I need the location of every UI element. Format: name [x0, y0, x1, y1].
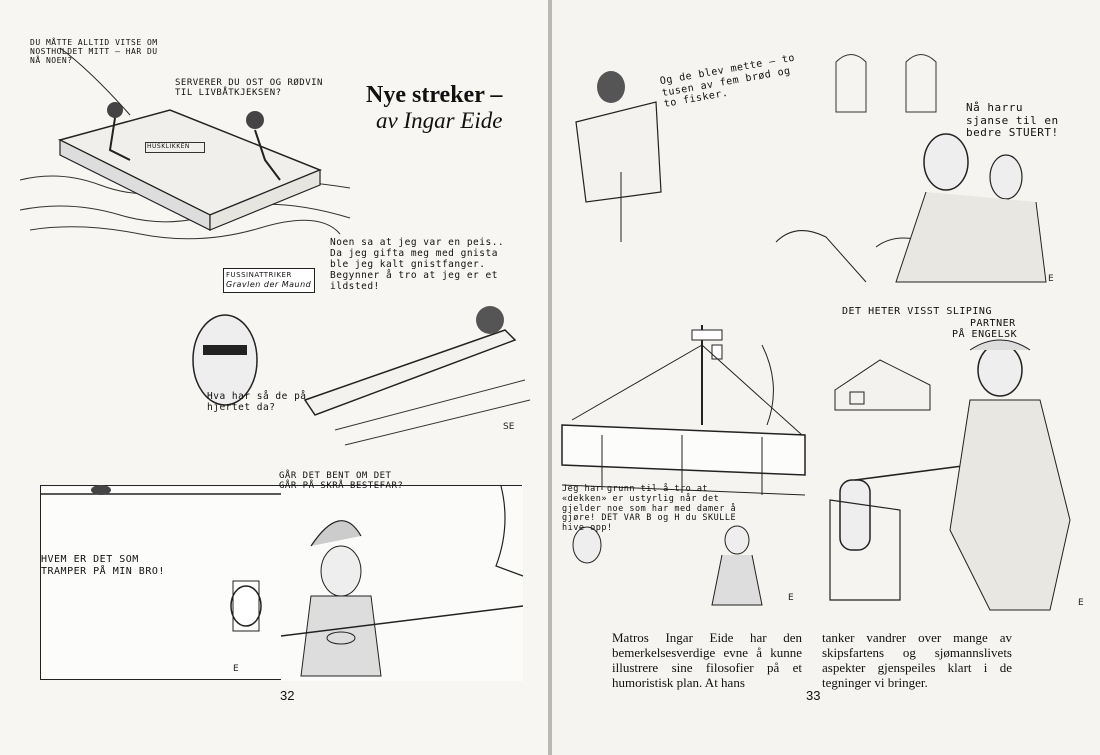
bubble-mette: Og de blev mette – to tusen av fem brød og to fisker.: [659, 52, 796, 110]
deck-drawing: [562, 325, 805, 615]
sliping-drawing: [820, 300, 1095, 618]
article-column-2: tanker vandrer over mange av skipsfartens og sjømannslivets aspekter gjenspeiles klart i de tegninger vi bringer.: [822, 630, 1012, 690]
bubble-hjertet: Hva har så de på hjertet da?: [207, 391, 307, 413]
stuert-drawing: [566, 42, 1066, 300]
sliping-line-2: PARTNER: [970, 317, 1016, 329]
sliping-line-1: DET HETER VISST SLIPING: [842, 306, 992, 317]
cartoon-reclining: [185, 230, 530, 455]
article-title: Nye streker –: [366, 82, 503, 108]
bridge-drawing: [41, 486, 523, 681]
cartoon-stuert: [566, 42, 1066, 300]
bubble-dekken: Jeg har grunn til å tro at «dekken» er ustyrlig når det gjelder noe som har med damer å gjøre! DET VAR B og H du SKULLE hive opp!: [562, 484, 737, 534]
bubble-peis: Noen sa at jeg var en peis.. Da jeg gifta meg med gnista ble jeg kalt gnistfanger. Begynner å tro at jeg er et ildsted!: [330, 237, 505, 292]
bubble-stuert: Nå harru sjanse til en bedre STUERT!: [966, 101, 1059, 140]
right-page: [552, 0, 1100, 755]
cartoon-deck: [562, 325, 805, 615]
signature-se: SE: [503, 422, 515, 432]
cartoon-raft: [20, 30, 350, 240]
signature-sliping: E: [1078, 598, 1084, 608]
page-number-right: 33: [806, 688, 821, 703]
sign-line-1: FUSSINATTRIKER: [226, 271, 292, 279]
left-page: [0, 0, 548, 755]
article-column-1: Matros Ingar Eide har den bemerkelsesverdige evne å kunne illustrere sine filosofier på et humoristisk plan. At hans: [612, 630, 802, 690]
sign-line-2: Gravlen der Maund: [226, 280, 312, 290]
signature-stuert: E: [1048, 274, 1054, 284]
bubble-bestefar: GÅR DET BENT OM DET GÅR PÅ SKRÅ BESTEFAR?: [279, 471, 404, 492]
fireplace-sign: [223, 268, 315, 293]
cartoon-sliping: [820, 300, 1095, 618]
cartoon-bridge: [40, 471, 522, 680]
signature-deck: E: [788, 593, 794, 603]
article-subtitle: av Ingar Eide: [376, 108, 503, 133]
page-number-left: 32: [280, 688, 295, 703]
bubble-troll: HVEM ER DET SOM TRAMPER PÅ MIN BRO!: [41, 554, 165, 577]
raft-sign: HUSKLIKKEN: [145, 142, 205, 153]
bubble-sliping: [842, 306, 1062, 341]
bubble-raft-b: SERVERER DU OST OG RØDVIN TIL LIVBÅTKJEKSEN?: [175, 78, 323, 99]
bubble-raft-a: DU MÅTTE ALLTID VITSE OM NOSTHOLDET MITT – HAR DU NÅ NOEN?: [30, 38, 158, 66]
sliping-line-3: PÅ ENGELSK: [952, 329, 1018, 340]
signature-bridge: E: [233, 664, 239, 674]
